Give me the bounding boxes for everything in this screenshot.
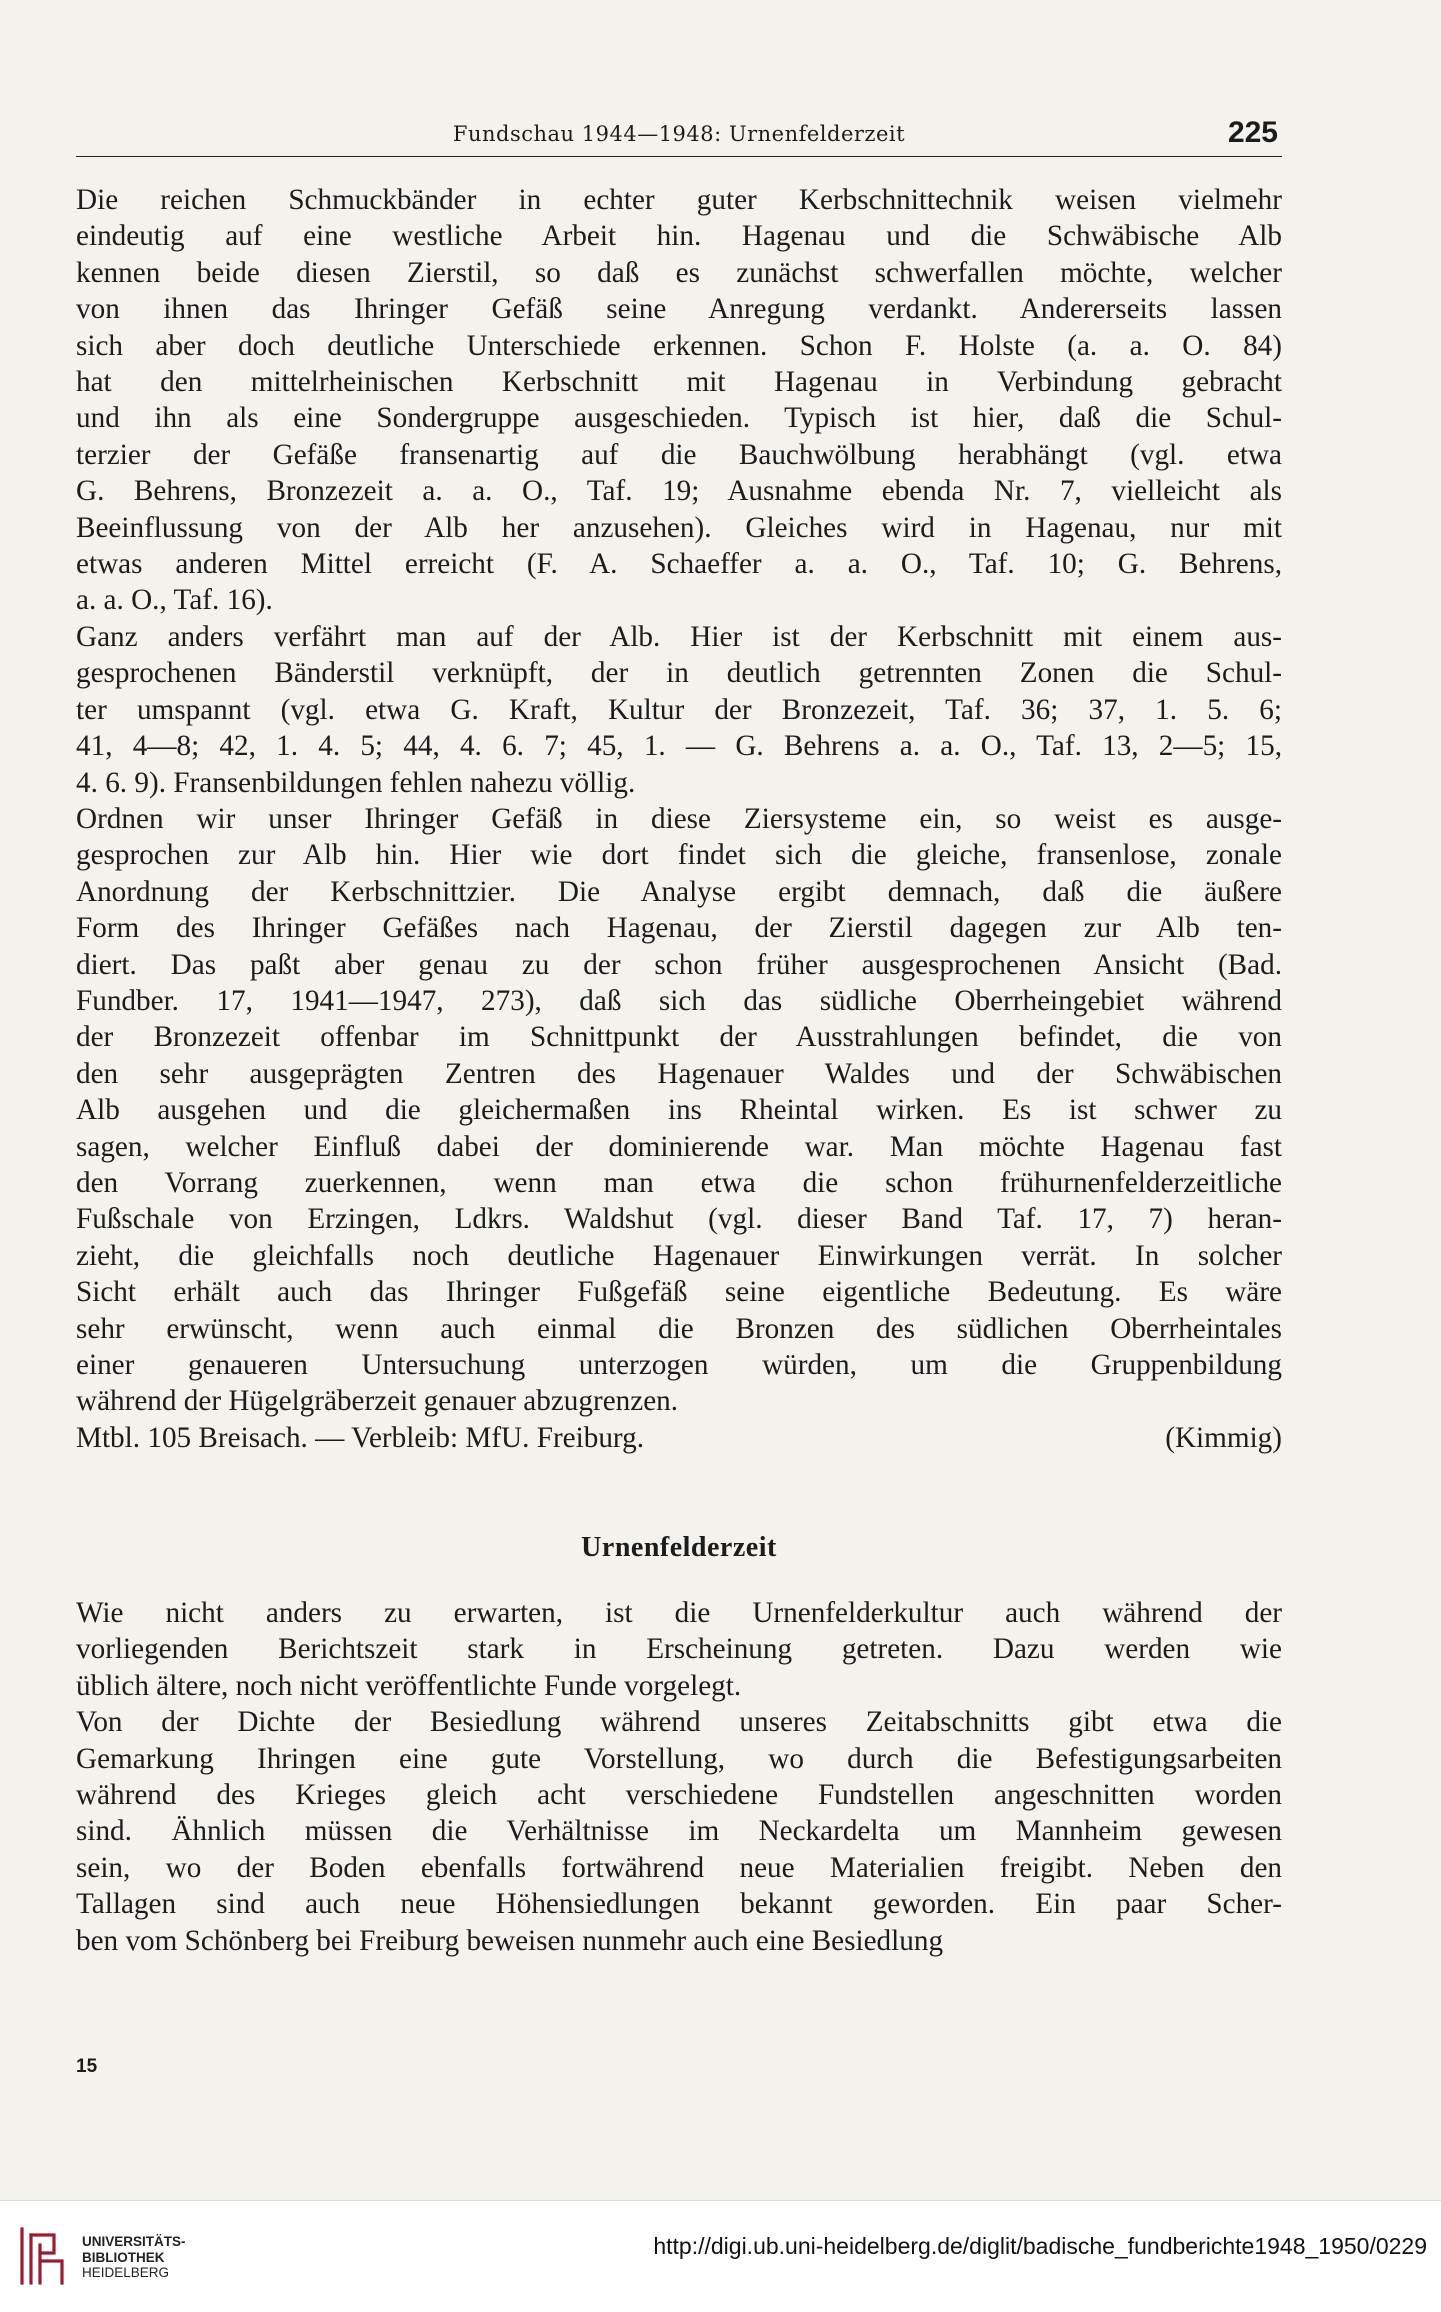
body-text-lower [76, 1595, 1282, 1959]
map-and-repository-note: Mtbl. 105 Breisach. — Verbleib: MfU. Freiburg. [76, 1421, 645, 1454]
report-signature-line [76, 1420, 1282, 1456]
text-line: vorliegenden Berichtszeit stark in Erscheinung getreten. Dazu werden wie [76, 1633, 1282, 1666]
text-line: G. Behrens, Bronzezeit a. a. O., Taf. 19; Ausnahme ebenda Nr. 7, vielleicht als [76, 475, 1282, 508]
text-line: ben vom Schönberg bei Freiburg beweisen nunmehr auch eine Besiedlung [76, 1924, 944, 1957]
text-line: üblich ältere, noch nicht veröffentlichte Funde vorgelegt. [76, 1669, 742, 1702]
library-line-2: BIBLIOTHEK [82, 2249, 165, 2265]
text-line: Ganz anders verfährt man auf der Alb. Hier ist der Kerbschnitt mit einem aus- [76, 620, 1282, 653]
text-line: kennen beide diesen Zierstil, so daß es zunächst schwerfallen möchte, welcher [76, 256, 1282, 289]
text-line: Alb ausgehen und die gleichermaßen ins Rheintal wirken. Es ist schwer zu [76, 1094, 1282, 1127]
text-line: einer genaueren Untersuchung unterzogen würden, um die Gruppenbildung [76, 1349, 1282, 1381]
text-line: Wie nicht anders zu erwarten, ist die Urnenfelderkultur auch während der [76, 1597, 1282, 1629]
text-line: Anordnung der Kerbschnittzier. Die Analyse ergibt demnach, daß die äußere [76, 875, 1282, 908]
text-line: terzier der Gefäße fransenartig auf die Bauchwölbung herabhängt (vgl. etwa [76, 438, 1282, 471]
text-line: eindeutig auf eine westliche Arbeit hin. Hagenau und die Schwäbische Alb [76, 220, 1282, 253]
text-line: a. a. O., Taf. 16). [76, 584, 273, 617]
author-signature: (Kimmig) [1165, 1421, 1282, 1454]
body-text-upper [76, 182, 1282, 1456]
text-line: den Vorrang zuerkennen, wenn man etwa die schon frühurnenfelderzeitliche [76, 1166, 1282, 1199]
text-line: der Bronzezeit offenbar im Schnittpunkt der Ausstrahlungen befindet, die von [76, 1021, 1282, 1054]
text-line: sein, wo der Boden ebenfalls fortwährend neue Materialien freigibt. Neben den [76, 1851, 1282, 1884]
library-line-3: HEIDELBERG [82, 2265, 170, 2280]
running-header [76, 112, 1282, 157]
text-line: Gemarkung Ihringen eine gute Vorstellung, wo durch die Befestigungsarbeiten [76, 1742, 1282, 1775]
paragraph [76, 1704, 1282, 1959]
paragraph [76, 1595, 1282, 1704]
text-line: Von der Dichte der Besiedlung während unseres Zeitabschnitts gibt etwa die [76, 1706, 1282, 1739]
page-number: 225 [1227, 116, 1278, 149]
text-line: von ihnen das Ihringer Gefäß seine Anregung verdankt. Andererseits lassen [76, 293, 1282, 326]
library-name [82, 2234, 186, 2281]
paragraph [76, 801, 1282, 1420]
running-title: Fundschau 1944—1948: Urnenfelderzeit [452, 122, 906, 146]
text-line: 41, 4—8; 42, 1. 4. 5; 44, 4. 6. 7; 45, 1. — G. Behrens a. a. O., Taf. 13, 2—5; 15, [76, 730, 1282, 763]
text-line: Form des Ihringer Gefäßes nach Hagenau, der Zierstil dagegen zur Alb ten- [76, 912, 1282, 945]
text-line: gesprochenen Bänderstil verknüpft, der in deutlich getrennten Zonen die Schul- [76, 657, 1282, 690]
text-line: Tallagen sind auch neue Höhensiedlungen bekannt geworden. Ein paar Scher- [76, 1888, 1282, 1921]
text-line: und ihn als eine Sondergruppe ausgeschieden. Typisch ist hier, daß die Schul- [76, 402, 1282, 435]
text-line: den sehr ausgeprägten Zentren des Hagenauer Waldes und der Schwäbischen [76, 1057, 1282, 1090]
sheet-number: 15 [76, 2056, 98, 2077]
text-line: sehr erwünscht, wenn auch einmal die Bronzen des südlichen Oberrheintales [76, 1312, 1282, 1345]
paragraph [76, 182, 1282, 619]
text-line: sich aber doch deutliche Unterschiede erkennen. Schon F. Holste (a. a. O. 84) [76, 329, 1282, 362]
text-line: ter umspannt (vgl. etwa G. Kraft, Kultur der Bronzezeit, Taf. 36; 37, 1. 5. 6; [76, 693, 1282, 726]
text-line: sagen, welcher Einfluß dabei der dominierende war. Man möchte Hagenau fast [76, 1130, 1282, 1163]
text-line: während der Hügelgräberzeit genauer abzugrenzen. [76, 1385, 679, 1418]
text-line: während des Krieges gleich acht verschiedene Fundstellen angeschnitten worden [76, 1779, 1282, 1812]
text-line: etwas anderen Mittel erreicht (F. A. Schaeffer a. a. O., Taf. 10; G. Behrens, [76, 548, 1282, 581]
library-line-1: UNIVERSITÄTS- [82, 2234, 186, 2249]
source-url-link[interactable]: http://digi.ub.uni-heidelberg.de/diglit/badische_fundberichte1948_1950/0229 [653, 2233, 1427, 2259]
text-line: Fußschale von Erzingen, Ldkrs. Waldshut (vgl. dieser Band Taf. 17, 7) heran- [76, 1203, 1282, 1236]
text-line: Sicht erhält auch das Ihringer Fußgefäß seine eigentliche Bedeutung. Es wäre [76, 1276, 1282, 1309]
text-line: Die reichen Schmuckbänder in echter guter Kerbschnittechnik weisen vielmehr [76, 184, 1282, 216]
text-line: 4. 6. 9). Fransenbildungen fehlen nahezu völlig. [76, 766, 636, 799]
text-line: Ordnen wir unser Ihringer Gefäß in diese Ziersysteme ein, so weist es ausge- [76, 802, 1282, 835]
text-line: Fundber. 17, 1941—1947, 273), daß sich das südliche Oberrheingebiet während [76, 984, 1282, 1017]
paragraph [76, 619, 1282, 801]
university-library-logo-icon [14, 2223, 72, 2289]
text-line: Beeinflussung von der Alb her anzusehen). Gleiches wird in Hagenau, nur mit [76, 511, 1282, 544]
text-line: sind. Ähnlich müssen die Verhältnisse im Neckardelta um Mannheim gewesen [76, 1815, 1282, 1848]
digitization-footer [0, 2200, 1441, 2312]
text-line: zieht, die gleichfalls noch deutliche Hagenauer Einwirkungen verrät. In solcher [76, 1239, 1282, 1272]
text-line: diert. Das paßt aber genau zu der schon früher ausgesprochenen Ansicht (Bad. [76, 948, 1282, 981]
text-line: gesprochen zur Alb hin. Hier wie dort findet sich die gleiche, fransenlose, zonale [76, 839, 1282, 872]
text-line: hat den mittelrheinischen Kerbschnitt mit Hagenau in Verbindung gebracht [76, 366, 1282, 399]
section-heading: Urnenfelderzeit [581, 1532, 777, 1563]
